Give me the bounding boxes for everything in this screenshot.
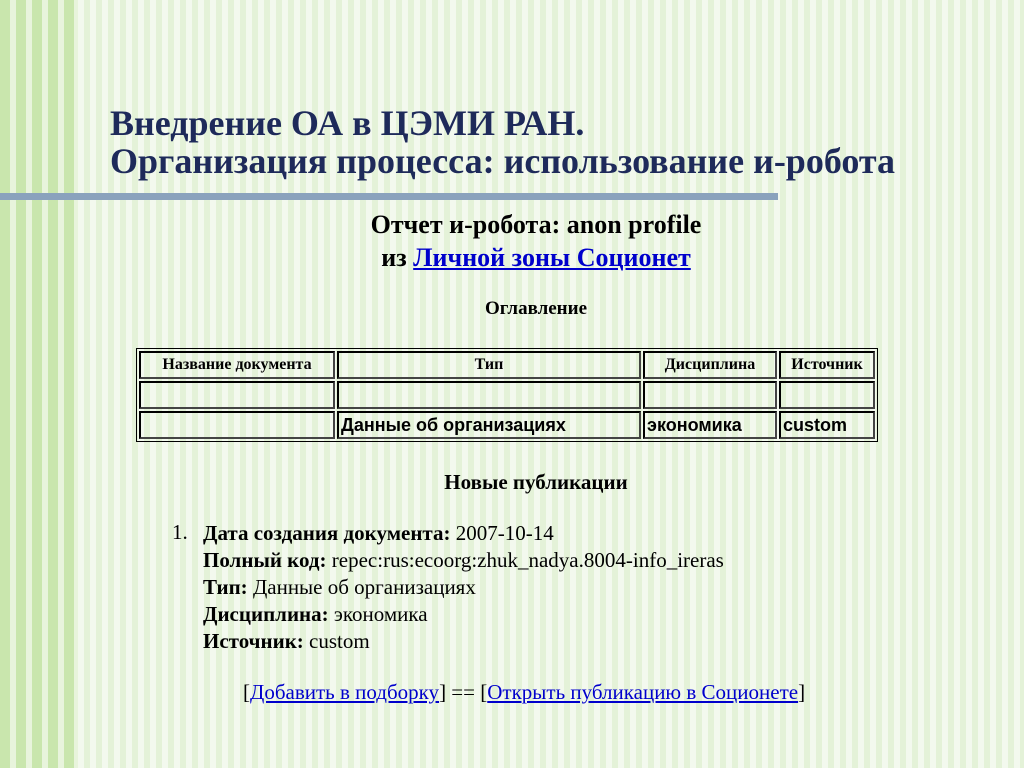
toc-header-type: Тип: [337, 351, 641, 379]
open-in-socionet-link[interactable]: Открыть публикацию в Соционете: [487, 680, 799, 704]
publication-actions: [243, 680, 805, 705]
publication-source-label: Источник:: [203, 629, 304, 653]
toc-cell-source: custom: [779, 411, 875, 439]
publication-item: [203, 520, 724, 655]
slide-title-line2: Организация процесса: использование и-робота: [110, 141, 896, 181]
toc-row: [139, 381, 875, 409]
report-heading-prefix: из: [381, 243, 407, 272]
publication-code-row: [203, 547, 724, 574]
bracket-close: ]: [798, 680, 806, 704]
publication-date-label: Дата создания документа:: [203, 521, 451, 545]
report-heading-line1: Отчет и-робота: anon profile: [370, 210, 702, 239]
publication-date-row: [203, 520, 724, 547]
publication-code-label: Полный код:: [203, 548, 327, 572]
publication-type-row: [203, 574, 724, 601]
toc-cell-document-name: [139, 381, 335, 409]
toc-cell-discipline: экономика: [643, 411, 777, 439]
toc-header-source: Источник: [779, 351, 875, 379]
decorative-left-band: [0, 0, 78, 768]
report-heading-line2: [300, 241, 772, 274]
new-publications-title: Новые публикации: [444, 470, 628, 494]
toc-cell-document-name: [139, 411, 335, 439]
publication-source-value: custom: [309, 629, 370, 653]
add-to-collection-link[interactable]: Добавить в подборку: [250, 680, 440, 704]
report-heading: [300, 208, 772, 274]
publication-type-label: Тип:: [203, 575, 248, 599]
toc-cell-type: Данные об организациях: [337, 411, 641, 439]
toc-cell-discipline: [643, 381, 777, 409]
title-divider: [0, 193, 778, 200]
toc-header-document-name: Название документа: [139, 351, 335, 379]
toc-cell-source: [779, 381, 875, 409]
publication-discipline-label: Дисциплина:: [203, 602, 329, 626]
publication-code-value: repec:rus:ecoorg:zhuk_nadya.8004-info_ireras: [331, 548, 724, 572]
toc-header-row: [139, 351, 875, 379]
actions-separator: ] == [: [439, 680, 488, 704]
toc-table: [136, 348, 878, 442]
publication-discipline-value: экономика: [333, 602, 428, 626]
bracket-open: [: [243, 680, 250, 704]
socionet-personal-zone-link[interactable]: Личной зоны Соционет: [413, 243, 691, 272]
publication-discipline-row: [203, 601, 724, 628]
toc-header-discipline: Дисциплина: [643, 351, 777, 379]
toc-title: Оглавление: [484, 298, 588, 319]
publication-date-value: 2007-10-14: [455, 521, 554, 545]
toc-row: [139, 411, 875, 439]
publication-source-row: [203, 628, 724, 655]
publication-number: 1.: [172, 520, 188, 544]
slide-title-line1: Внедрение ОА в ЦЭМИ РАН.: [110, 103, 585, 143]
toc-cell-type: [337, 381, 641, 409]
slide-title: [110, 104, 1010, 180]
publication-type-value: Данные об организациях: [252, 575, 476, 599]
